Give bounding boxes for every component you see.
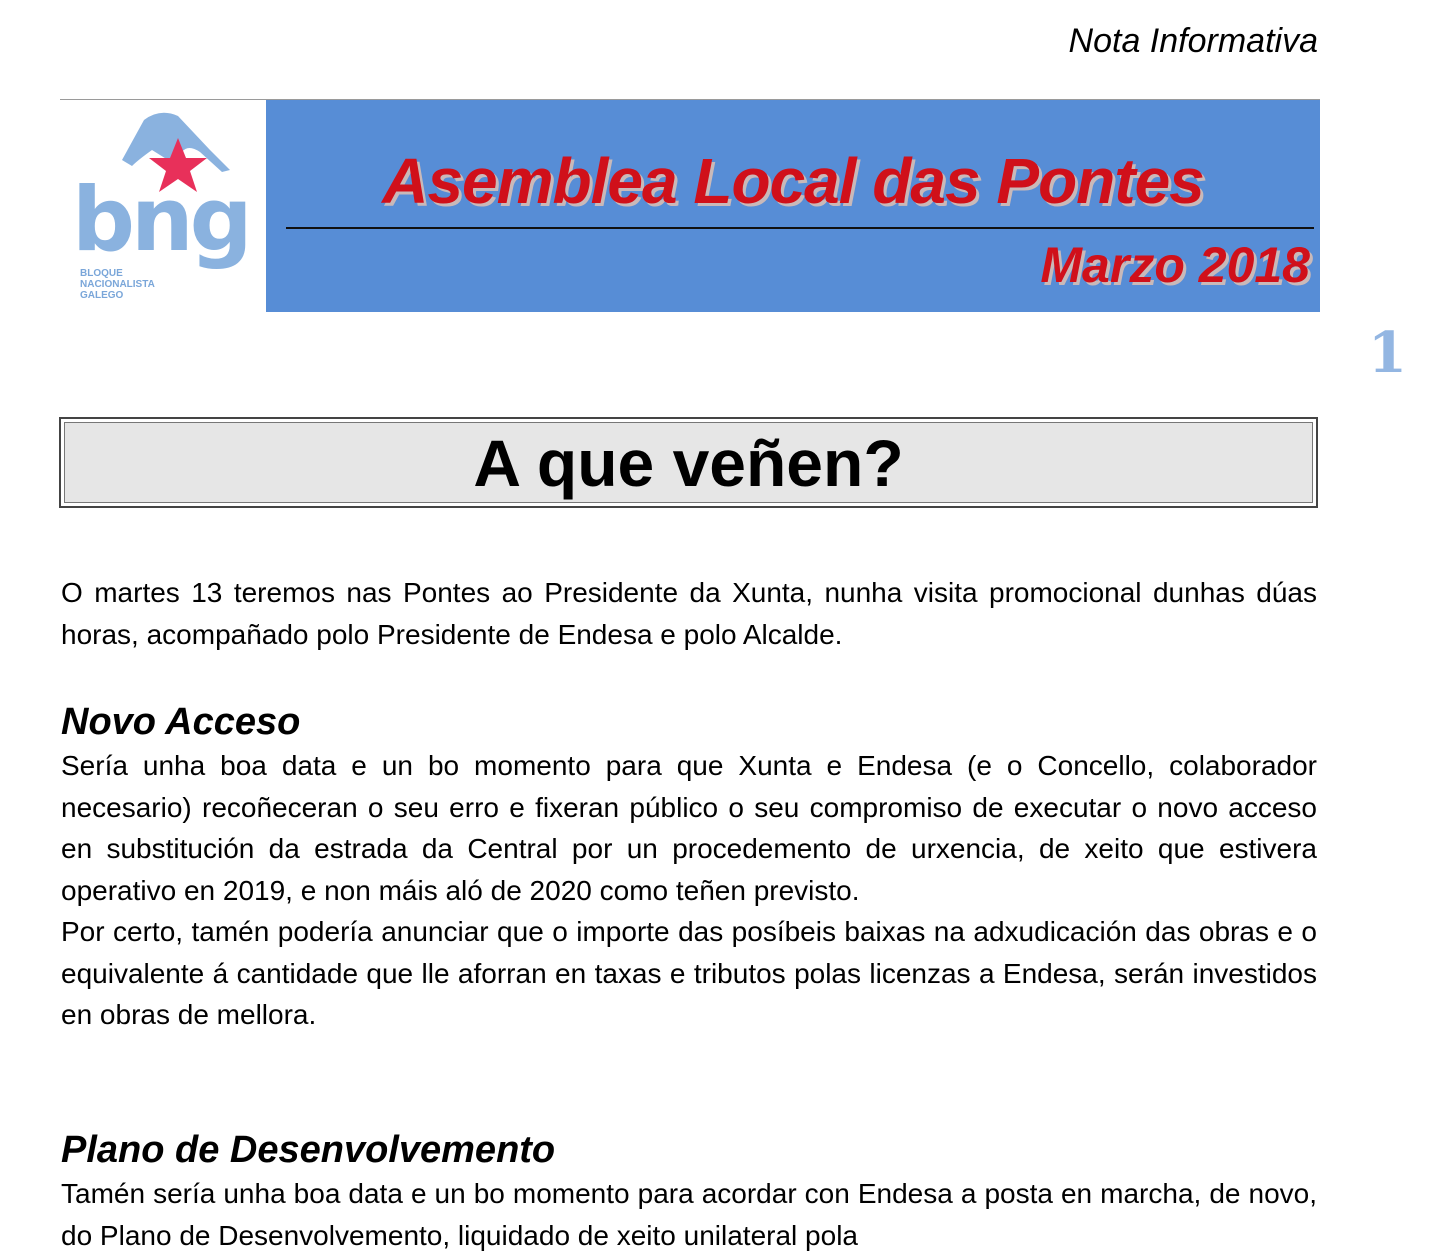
logo-subtitle-line: NACIONALISTA — [80, 279, 155, 290]
bng-logo — [60, 100, 266, 312]
header-banner — [60, 99, 1320, 312]
document-title-inner — [64, 422, 1313, 503]
intro-paragraph: O martes 13 teremos nas Pontes ao Presidente da Xunta, nunha visita promocional dunhas dúas horas, acompañado polo Presidente de Endesa e polo Alcalde. — [61, 577, 1317, 650]
section-paragraph: Por certo, tamén podería anunciar que o importe das posíbeis baixas na adxudicación das obras e o equivalente á cantidade que lle aforran en taxas e tributos polas licenzas a Endesa, serán investidos en obras de mellora. — [61, 916, 1317, 1030]
logo-subtitle — [80, 268, 155, 301]
document-title: A que veñen? — [473, 425, 904, 500]
banner-panel — [266, 100, 1320, 312]
section-novo-acceso — [61, 699, 1317, 1036]
section-paragraph: Tamén sería unha boa data e un bo momento para acordar con Endesa a posta en marcha, de novo, do Plano de Desenvolvemento, liquidado de xeito unilateral pola — [61, 1178, 1317, 1251]
document-type-label: Nota Informativa — [1068, 22, 1318, 60]
document-title-box — [59, 417, 1318, 508]
section-heading: Novo Acceso — [61, 701, 301, 743]
intro-block — [61, 572, 1317, 655]
page-number: 1 — [1368, 320, 1407, 386]
banner-date: Marzo 2018 — [1040, 237, 1310, 293]
banner-title: Asemblea Local das Pontes — [382, 145, 1204, 217]
banner-divider — [286, 227, 1314, 229]
svg-text:bng: bng — [72, 168, 249, 271]
logo-subtitle-line: BLOQUE — [80, 268, 123, 279]
section-paragraph: Sería unha boa data e un bo momento para que Xunta e Endesa (e o Concello, colaborador necesario) recoñeceran o seu erro e fixeran público o seu compromiso de executar o novo acceso en substitución da estrada da Central por un procedemento de urxencia, de xeito que estivera operativo en 2019, e non máis aló de 2020 como teñen previsto. — [61, 750, 1317, 906]
section-plano — [61, 1127, 1317, 1256]
section-heading: Plano de Desenvolvemento — [61, 1129, 556, 1171]
logo-subtitle-line: GALEGO — [80, 290, 124, 301]
